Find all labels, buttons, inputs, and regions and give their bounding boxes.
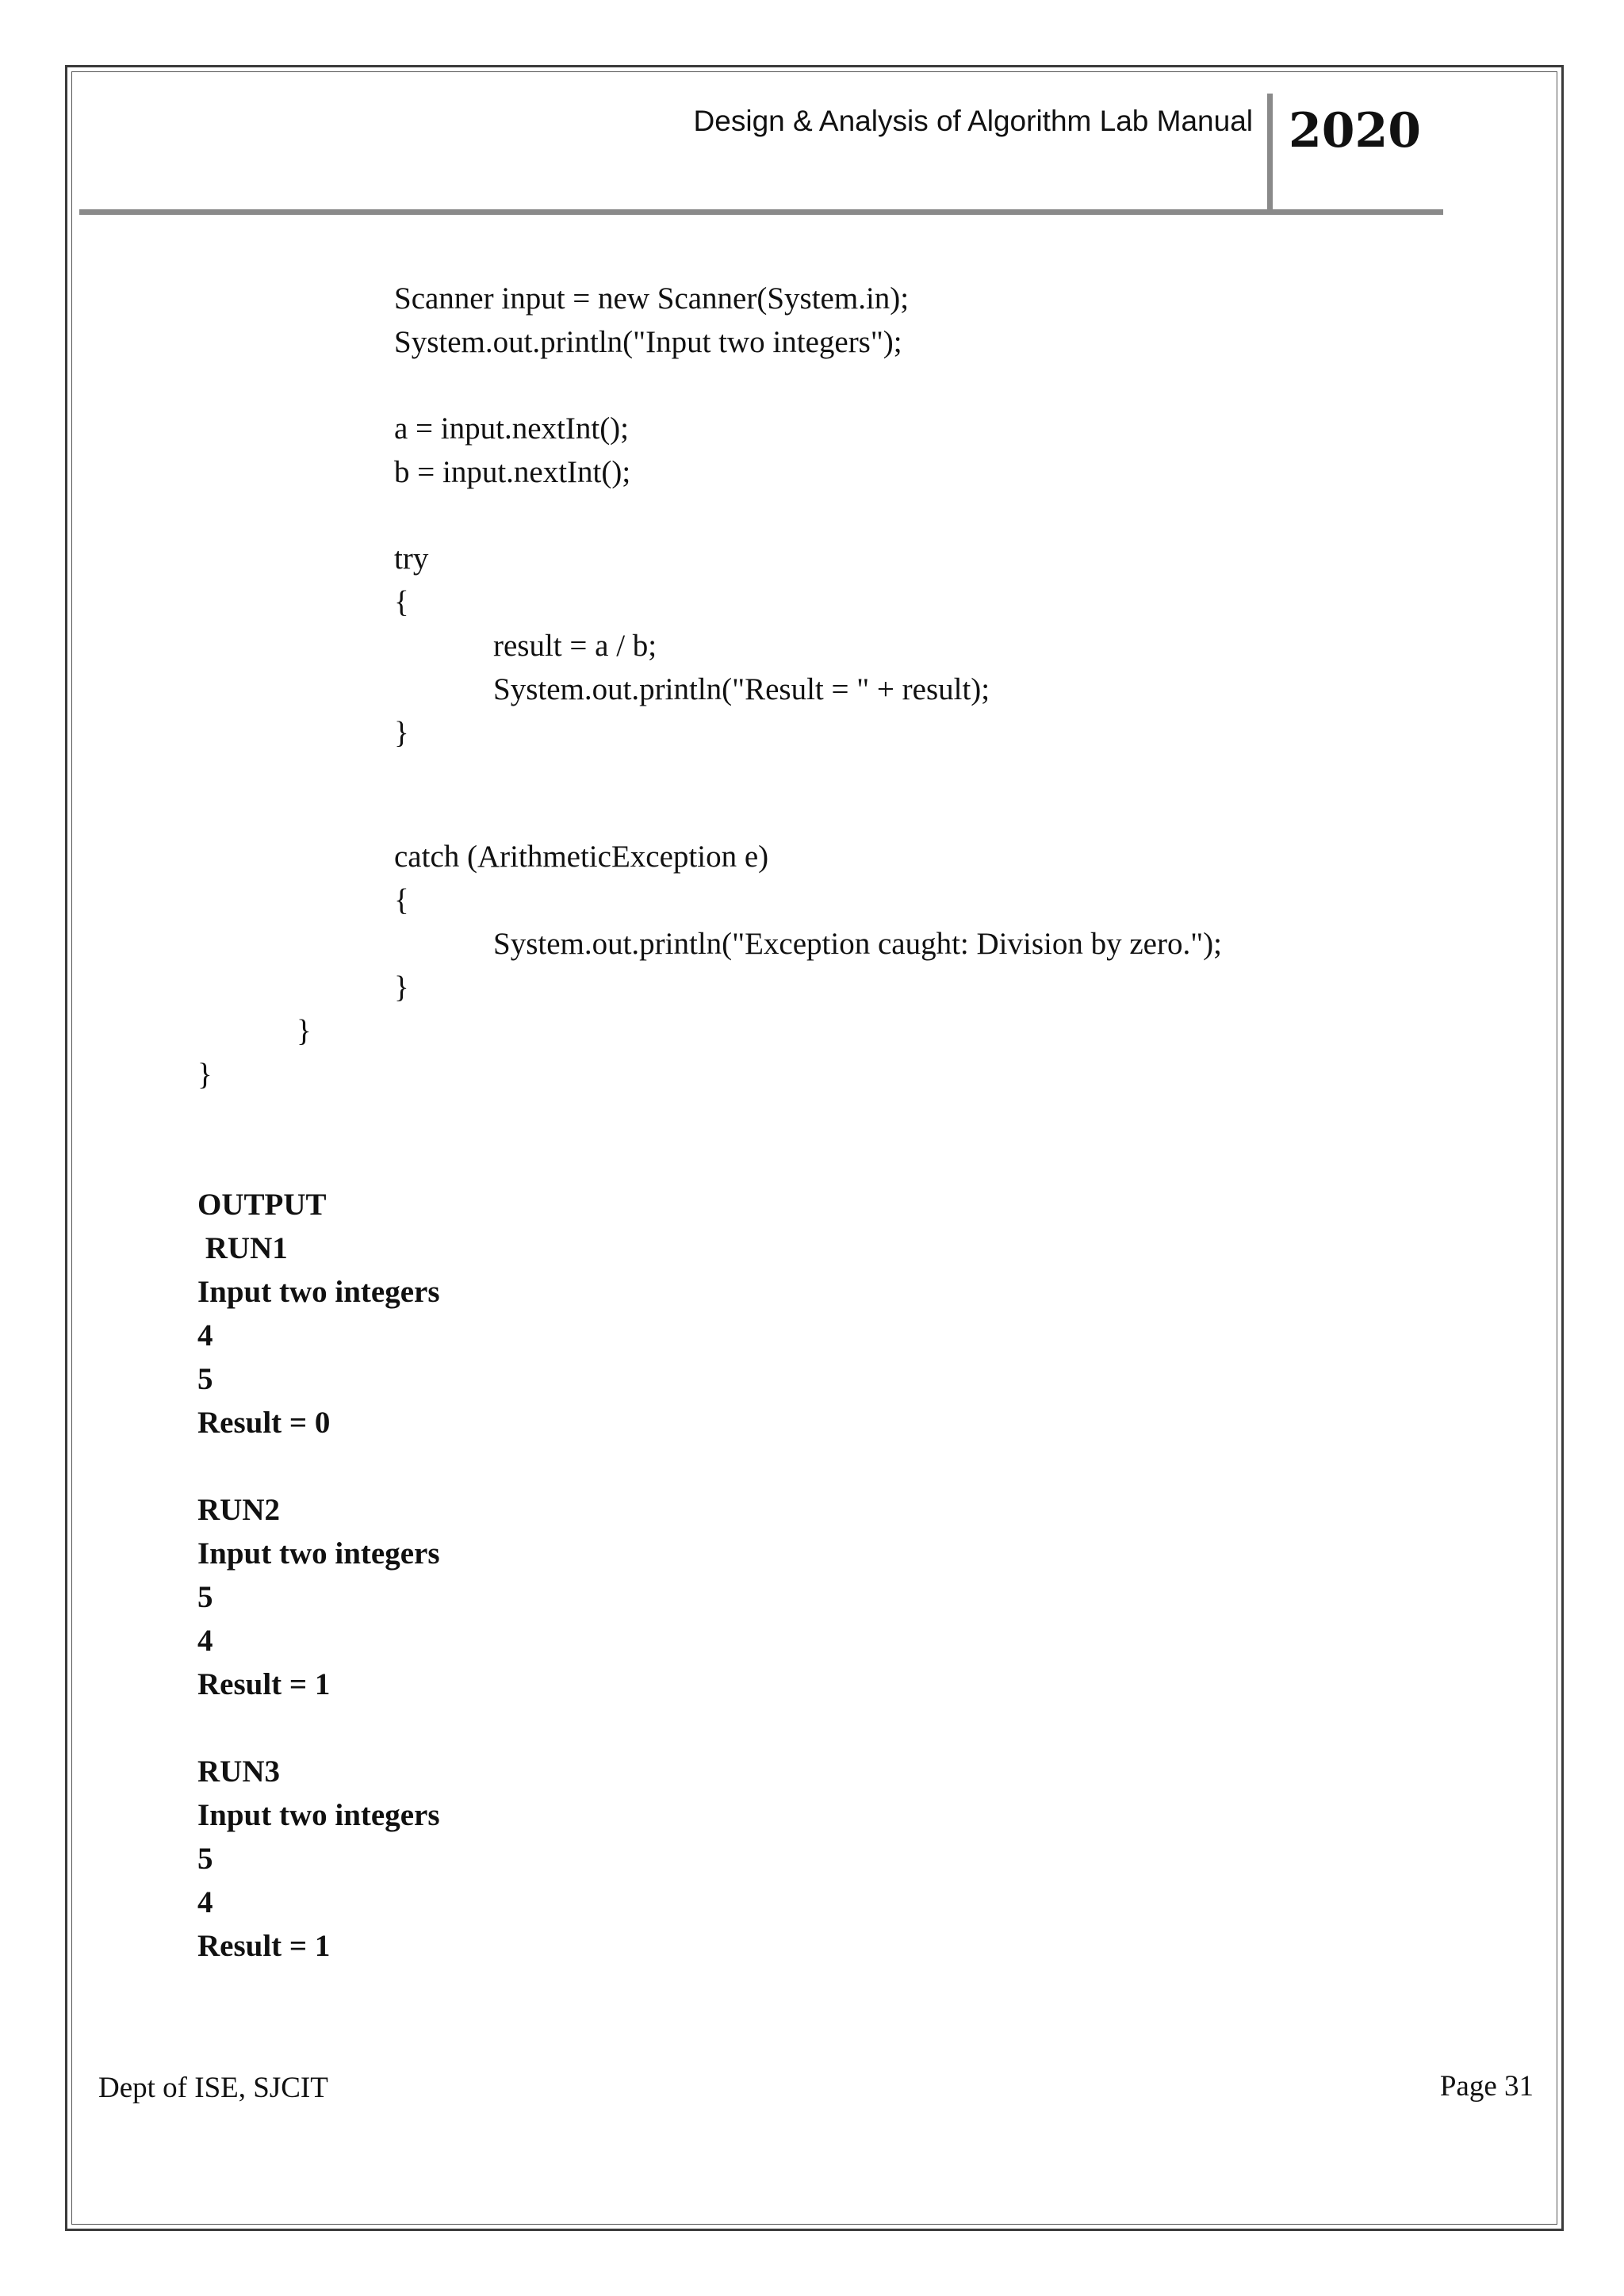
run3-input-2: 4 [197,1885,213,1919]
code-line-prompt: System.out.println("Input two integers"); [394,325,902,359]
code-line-class-close: } [197,1058,213,1092]
run1-prompt: Input two integers [197,1275,440,1309]
run2-label: RUN2 [197,1493,280,1527]
code-line-scanner: Scanner input = new Scanner(System.in); [394,281,910,316]
run3-result: Result = 1 [197,1929,331,1963]
code-line-result-assign: result = a / b; [493,629,657,663]
run2-input-1: 5 [197,1580,213,1614]
page-border-inner [71,71,1557,2225]
code-line-catch: catch (ArithmeticException e) [394,840,769,874]
code-line-try: try [394,541,429,576]
run2-prompt: Input two integers [197,1536,440,1571]
code-line-catch-close: } [394,970,409,1004]
run3-label: RUN3 [197,1755,280,1789]
header-rule [79,209,1443,215]
header-year: 2020 [1289,103,1421,159]
code-line-try-open: { [394,585,409,619]
code-line-try-close: } [394,716,409,750]
code-line-catch-print: System.out.println("Exception caught: Division by zero."); [493,927,1222,961]
run1-input-2: 5 [197,1362,213,1396]
run2-input-2: 4 [197,1624,213,1658]
run1-label: RUN1 [197,1231,288,1265]
footer-department: Dept of ISE, SJCIT [98,2072,328,2104]
run2-result: Result = 1 [197,1667,331,1701]
run3-input-1: 5 [197,1842,213,1876]
header-title: Design & Analysis of Algorithm Lab Manual [693,105,1253,137]
code-line-read-a: a = input.nextInt(); [394,411,630,446]
code-line-method-close: } [297,1014,312,1048]
code-line-catch-open: { [394,883,409,917]
code-line-read-b: b = input.nextInt(); [394,455,631,489]
run1-result: Result = 0 [197,1406,331,1440]
output-heading: OUTPUT [197,1188,327,1222]
run3-prompt: Input two integers [197,1798,440,1832]
code-line-result-print: System.out.println("Result = " + result); [493,672,990,706]
header-divider [1267,94,1273,212]
footer-page-number: Page 31 [1439,2070,1534,2103]
run1-input-1: 4 [197,1318,213,1353]
